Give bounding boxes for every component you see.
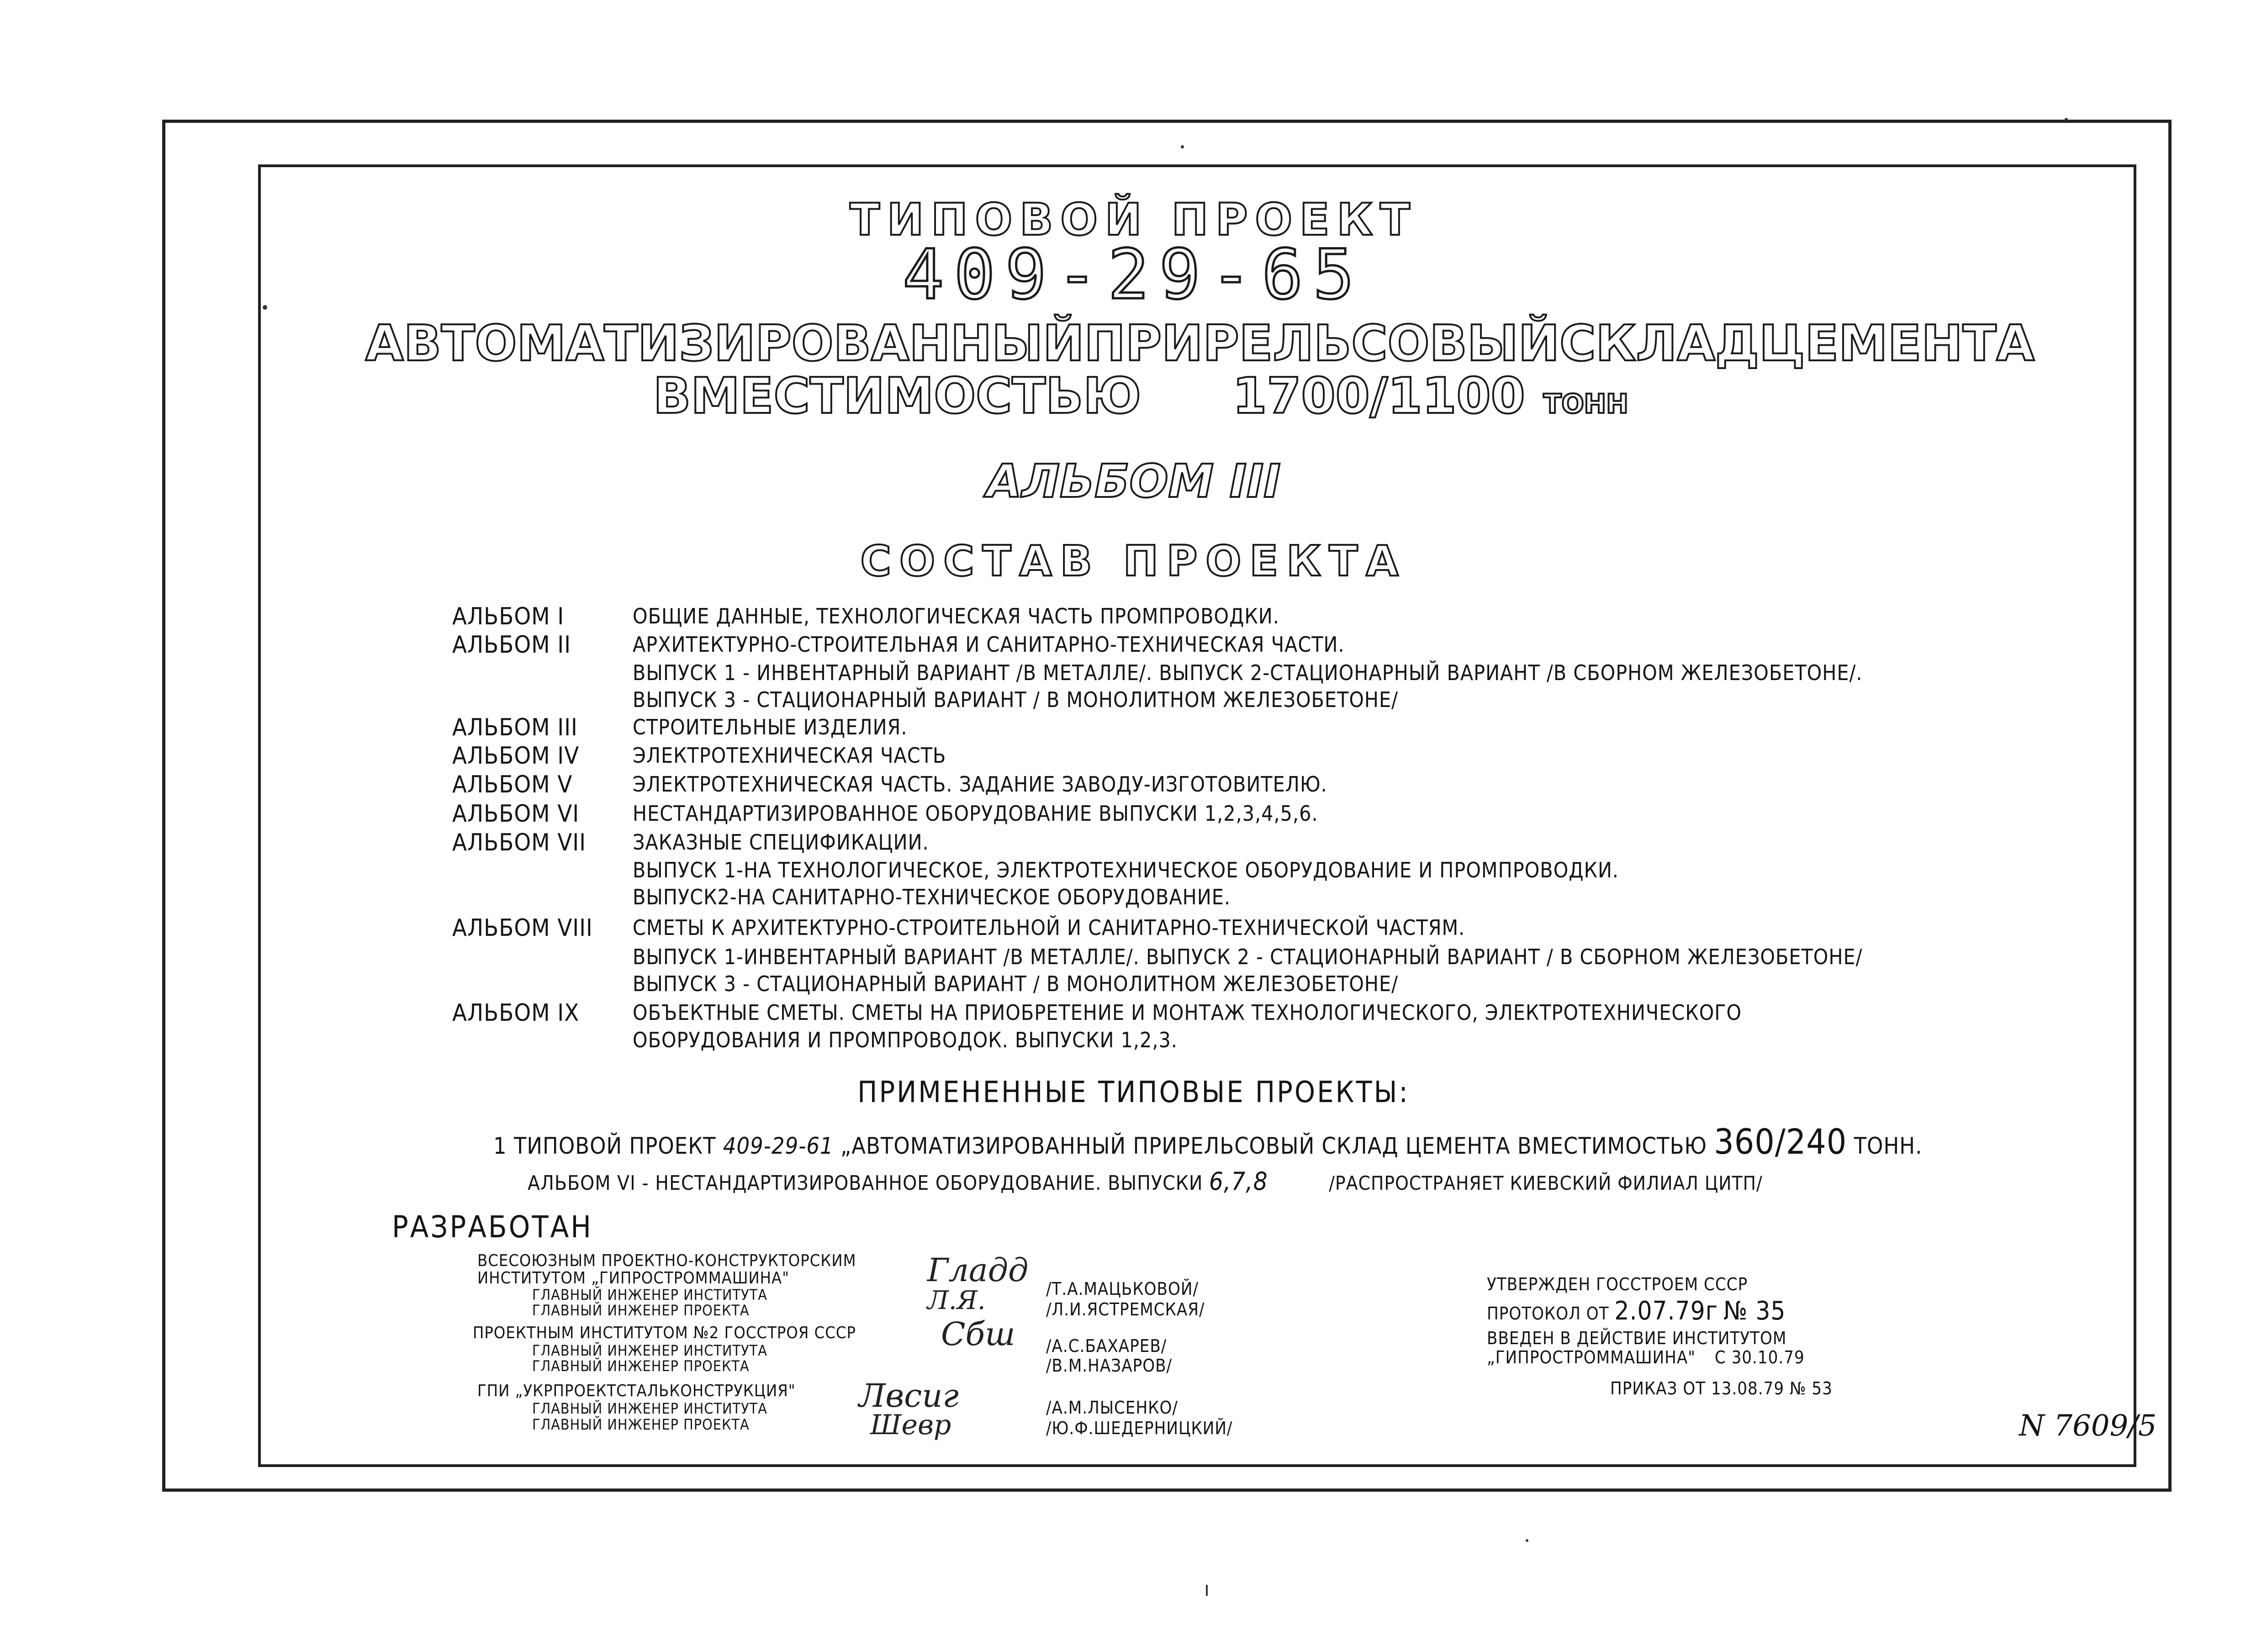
composition-line: ВЫПУСК 3 - СТАЦИОНАРНЫЙ ВАРИАНТ / В МОНОЛИТНОМ ЖЕЛЕЗОБЕТОНЕ/ — [633, 971, 1399, 996]
project-capacity — [653, 368, 1628, 425]
developers-heading: РАЗРАБОТАН — [392, 1209, 593, 1245]
project-name-word: АВТОМАТИЗИРОВАННЫЙ — [365, 315, 1084, 372]
signature: Лвсиг — [859, 1377, 959, 1414]
applied-issues: 6,7,8 — [1209, 1167, 1268, 1196]
composition-line: ОБОРУДОВАНИЯ И ПРОМПРОВОДОК. ВЫПУСКИ 1,2,3. — [633, 1028, 1178, 1052]
composition-line: СМЕТЫ К АРХИТЕКТУРНО-СТРОИТЕЛЬНОЙ И САНИТАРНО-ТЕХНИЧЕСКОЙ ЧАСТЯМ. — [633, 915, 1465, 940]
capacity-prefix: ВМЕСТИМОСТЬЮ — [653, 368, 1141, 425]
applied-prefix: 1 ТИПОВОЙ ПРОЕКТ — [493, 1133, 716, 1159]
project-type-title: ТИПОВОЙ ПРОЕКТ — [850, 194, 1417, 245]
signature: Л.Я. — [927, 1286, 986, 1315]
project-number: 409-29-65 — [903, 235, 1364, 315]
signatory-name: /В.М.НАЗАРОВ/ — [1046, 1356, 1173, 1376]
scan-speck — [1181, 145, 1184, 148]
applied-album-line — [528, 1167, 1763, 1196]
composition-line: ВЫПУСК2-НА САНИТАРНО-ТЕХНИЧЕСКОЕ ОБОРУДОВАНИЕ. — [633, 885, 1231, 909]
applied-text: „АВТОМАТИЗИРОВАННЫЙ ПРИРЕЛЬСОВЫЙ СКЛАД ЦЕМЕНТА ВМЕСТИМОСТЬЮ — [840, 1133, 1707, 1159]
signatory-name: /А.М.ЛЫСЕНКО/ — [1046, 1398, 1178, 1418]
album-label: АЛЬБОМ VII — [452, 829, 586, 856]
org3-role1: ГЛАВНЫЙ ИНЖЕНЕР ИНСТИТУТА — [532, 1400, 767, 1417]
scan-speck — [2065, 118, 2068, 121]
approval-order: ПРИКАЗ ОТ 13.08.79 № 53 — [1610, 1378, 1833, 1399]
project-name-word: СКЛАД — [1559, 315, 1760, 372]
org3-role2: ГЛАВНЫЙ ИНЖЕНЕР ПРОЕКТА — [532, 1416, 750, 1433]
org2-line1: ПРОЕКТНЫМ ИНСТИТУТОМ №2 ГОССТРОЯ СССР — [473, 1324, 856, 1342]
composition-line: ЗАКАЗНЫЕ СПЕЦИФИКАЦИИ. — [633, 830, 929, 855]
applied-distributor: /РАСПРОСТРАНЯЕТ КИЕВСКИЙ ФИЛИАЛ ЦИТП/ — [1329, 1172, 1763, 1194]
signature: Шевр — [870, 1409, 951, 1441]
composition-line: АРХИТЕКТУРНО-СТРОИТЕЛЬНАЯ И САНИТАРНО-ТЕХНИЧЕСКАЯ ЧАСТИ. — [633, 632, 1345, 657]
album-label: АЛЬБОМ IX — [452, 999, 580, 1027]
applied-unit: ТОНН. — [1854, 1133, 1923, 1159]
approval-org: „ГИПРОСТРОММАШИНА" — [1487, 1347, 1696, 1367]
org1-role1: ГЛАВНЫЙ ИНЖЕНЕР ИНСТИТУТА — [532, 1286, 767, 1304]
composition-line: ВЫПУСК 1 - ИНВЕНТАРНЫЙ ВАРИАНТ /В МЕТАЛЛЕ/. ВЫПУСК 2-СТАЦИОНАРНЫЙ ВАРИАНТ /В СБОРНОМ ЖЕЛЕЗОБЕТОНЕ/. — [633, 660, 1863, 685]
signatory-name: /Ю.Ф.ШЕДЕРНИЦКИЙ/ — [1046, 1418, 1233, 1438]
org3-line1: ГПИ „УКРПРОЕКТСТАЛЬКОНСТРУКЦИЯ" — [477, 1382, 796, 1400]
approval-line: ВВЕДЕН В ДЕЙСТВИЕ ИНСТИТУТОМ — [1487, 1328, 1787, 1348]
signature: Гладд — [927, 1251, 1029, 1289]
composition-line: НЕСТАНДАРТИЗИРОВАННОЕ ОБОРУДОВАНИЕ ВЫПУСКИ 1,2,3,4,5,6. — [633, 801, 1318, 826]
composition-line: ВЫПУСК 1-НА ТЕХНОЛОГИЧЕСКОЕ, ЭЛЕКТРОТЕХНИЧЕСКОЕ ОБОРУДОВАНИЕ И ПРОМПРОВОДКИ. — [633, 858, 1619, 882]
org2-role1: ГЛАВНЫЙ ИНЖЕНЕР ИНСТИТУТА — [532, 1342, 767, 1359]
org1-role2: ГЛАВНЫЙ ИНЖЕНЕР ПРОЕКТА — [532, 1302, 750, 1319]
album-label: АЛЬБОМ III — [452, 714, 578, 741]
approval-effective-date: С 30.10.79 — [1714, 1347, 1805, 1367]
scan-speck — [1206, 1585, 1208, 1596]
org1-line2: ИНСТИТУТОМ „ГИПРОСТРОММАШИНА" — [477, 1269, 790, 1288]
org1-line1: ВСЕСОЮЗНЫМ ПРОЕКТНО-КОНСТРУКТОРСКИМ — [477, 1251, 856, 1270]
project-name-word: ЦЕМЕНТА — [1759, 315, 2034, 372]
composition-line: ОБЩИЕ ДАННЫЕ, ТЕХНОЛОГИЧЕСКАЯ ЧАСТЬ ПРОМПРОВОДКИ. — [633, 604, 1279, 628]
album-label: АЛЬБОМ VIII — [452, 914, 593, 942]
project-name — [365, 315, 2034, 372]
signatory-name: /Л.И.ЯСТРЕМСКАЯ/ — [1046, 1299, 1205, 1319]
project-name-word: ПРИРЕЛЬСОВЫЙ — [1084, 315, 1560, 372]
album-label: АЛЬБОМ I — [452, 603, 565, 630]
signature: Сбш — [941, 1315, 1015, 1353]
capacity-value: 1700/1100 — [1232, 368, 1525, 425]
composition-line: ВЫПУСК 1-ИНВЕНТАРНЫЙ ВАРИАНТ /В МЕТАЛЛЕ/. ВЫПУСК 2 - СТАЦИОНАРНЫЙ ВАРИАНТ / В СБОРНОМ ЖЕЛЕЗОБЕТОНЕ/ — [633, 945, 1863, 969]
signatory-name: /Т.А.МАЦЬКОВОЙ/ — [1046, 1279, 1199, 1299]
registry-number: N 7609/5 — [2019, 1409, 2157, 1443]
applied-capacity: 360/240 — [1714, 1121, 1847, 1162]
approval-date: 2.07.79г — [1614, 1296, 1718, 1326]
composition-line: СТРОИТЕЛЬНЫЕ ИЗДЕЛИЯ. — [633, 715, 908, 739]
approval-line: УТВЕРЖДЕН ГОССТРОЕМ СССР — [1487, 1274, 1748, 1294]
scan-speck — [1526, 1539, 1528, 1542]
album-title: АЛЬБОМ III — [986, 454, 1281, 508]
composition-heading: СОСТАВ ПРОЕКТА — [860, 537, 1407, 586]
album-label: АЛЬБОМ V — [452, 771, 573, 798]
composition-line: ЭЛЕКТРОТЕХНИЧЕСКАЯ ЧАСТЬ. ЗАДАНИЕ ЗАВОДУ-ИЗГОТОВИТЕЛЮ. — [633, 772, 1327, 797]
capacity-unit: ТОНН — [1543, 388, 1628, 419]
applied-project-line — [493, 1121, 1922, 1162]
signatory-name: /А.С.БАХАРЕВ/ — [1046, 1336, 1167, 1356]
applied-projects-heading: ПРИМЕНЕННЫЕ ТИПОВЫЕ ПРОЕКТЫ: — [857, 1076, 1410, 1109]
org2-role2: ГЛАВНЫЙ ИНЖЕНЕР ПРОЕКТА — [532, 1357, 750, 1375]
composition-line: ВЫПУСК 3 - СТАЦИОНАРНЫЙ ВАРИАНТ / В МОНОЛИТНОМ ЖЕЛЕЗОБЕТОНЕ/ — [633, 687, 1399, 712]
approval-effective — [1487, 1347, 1805, 1367]
approval-protocol-prefix: ПРОТОКОЛ ОТ — [1487, 1304, 1609, 1324]
applied-number: 409-29-61 — [723, 1133, 834, 1159]
album-label: АЛЬБОМ II — [452, 631, 571, 659]
approval-number: № 35 — [1723, 1296, 1786, 1326]
composition-line: ОБЪЕКТНЫЕ СМЕТЫ. СМЕТЫ НА ПРИОБРЕТЕНИЕ И МОНТАЖ ТЕХНОЛОГИЧЕСКОГО, ЭЛЕКТРОТЕХНИЧЕСКОГО — [633, 1000, 1742, 1025]
applied-album-text: АЛЬБОМ VI - НЕСТАНДАРТИЗИРОВАННОЕ ОБОРУДОВАНИЕ. ВЫПУСКИ — [528, 1172, 1203, 1195]
composition-line: ЭЛЕКТРОТЕХНИЧЕСКАЯ ЧАСТЬ — [633, 743, 946, 768]
album-label: АЛЬБОМ VI — [452, 800, 580, 828]
approval-protocol — [1487, 1296, 1786, 1326]
album-label: АЛЬБОМ IV — [452, 742, 580, 770]
